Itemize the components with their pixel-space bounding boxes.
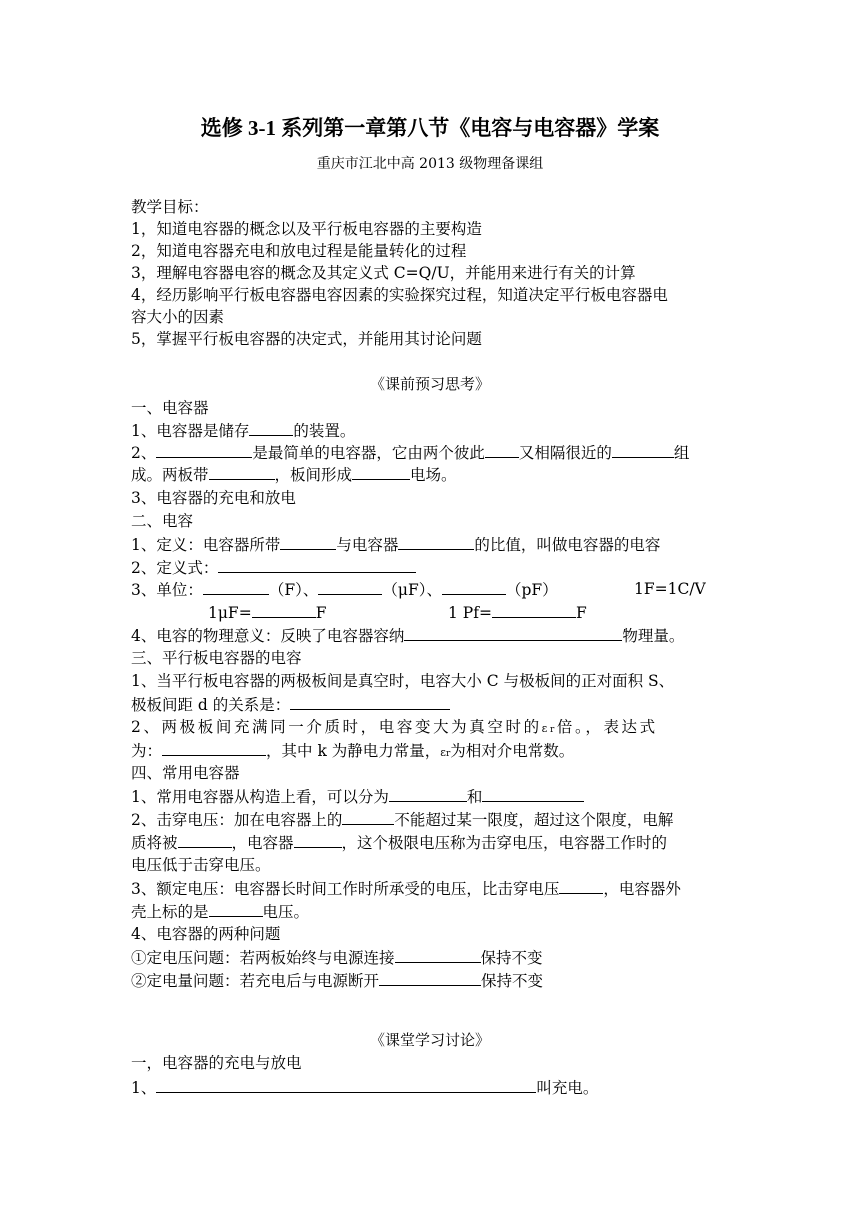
question-text: 1、电容器是储存 [131, 422, 250, 440]
answer-blank[interactable] [249, 419, 293, 436]
question-line [131, 624, 684, 646]
question-line: 1、当平行板电容器的两极板间是真空时，电容大小 C 与极板间的正对面积 S、 [131, 672, 675, 690]
question-line [131, 877, 681, 899]
question-line: 4、电容器的两种问题 [131, 925, 281, 943]
question-text: 电场。 [410, 466, 457, 484]
question-text: 4、电容的物理意义：反映了电容器容纳 [131, 627, 405, 645]
question-text: 极板间距 d 的关系是： [131, 696, 291, 714]
question-text: ，电容器外 [603, 880, 681, 898]
question-line [131, 831, 667, 853]
question-line [131, 969, 543, 991]
answer-blank[interactable] [252, 601, 316, 618]
goal-item: 2，知道电容器充电和放电过程是能量转化的过程 [131, 242, 467, 260]
question-text: ，这个极限电压称为击穿电压，电容器工作时的 [341, 834, 668, 852]
question-line [131, 785, 584, 807]
question-text: 1、定义：电容器所带 [131, 536, 281, 554]
question-text: F [575, 604, 587, 622]
document-subtitle: 重庆市江北中高 2013 级物理备课组 [316, 156, 544, 172]
answer-blank[interactable] [162, 739, 266, 756]
question-line [131, 1076, 598, 1098]
question-text: （pF） [505, 581, 558, 599]
question-text: 1μF= [208, 604, 252, 622]
question-line [131, 533, 660, 555]
question-text: （F）、 [268, 581, 319, 599]
answer-blank[interactable] [156, 441, 252, 458]
question-text: 为相对介电常数。 [450, 742, 575, 760]
unit-definition: 1F=1C/V [634, 580, 706, 598]
question-text: 质将被 [131, 834, 178, 852]
answer-blank[interactable] [559, 877, 603, 894]
answer-blank[interactable] [178, 831, 232, 848]
question-text: 1 Pf= [448, 604, 492, 622]
answer-blank[interactable] [218, 556, 416, 573]
question-text: 为： [131, 742, 163, 760]
answer-blank[interactable] [389, 785, 467, 802]
question-line [131, 900, 309, 922]
question-text: 1、常用电容器从构造上看，可以分为 [131, 788, 389, 806]
question-text: 壳上标的是 [131, 903, 209, 921]
goals-heading: 教学目标： [131, 198, 209, 216]
question-text: 又相隔很近的 [518, 444, 612, 462]
question-line [131, 419, 355, 441]
section-title: 二、电容 [131, 512, 194, 530]
question-text: 1、 [131, 1079, 157, 1097]
answer-blank[interactable] [442, 578, 506, 595]
question-text: 是最简单的电容器，它由两个彼此 [252, 444, 485, 462]
section-title: 四、常用电容器 [131, 764, 240, 782]
question-text: 2、定义式： [131, 559, 219, 577]
question-text: 保持不变 [481, 972, 544, 990]
answer-blank[interactable] [612, 441, 674, 458]
question-text: 和 [466, 788, 483, 806]
question-text: 倍。，表达式 [556, 718, 658, 736]
section-title: 一，电容器的充电与放电 [131, 1054, 302, 1072]
question-text: 组 [673, 444, 690, 462]
answer-blank[interactable] [492, 601, 576, 618]
question-text: 成。两板带 [131, 466, 209, 484]
question-text: 3、额定电压：电容器长时间工作时所承受的电压，比击穿电压 [131, 880, 560, 898]
question-line: 3、电容器的充电和放电 [131, 489, 296, 507]
goal-item-continued: 容大小的因素 [131, 308, 225, 326]
goal-item: 1，知道电容器的概念以及平行板电容器的主要构造 [131, 220, 482, 238]
section-heading-preview: 《课前预习思考》 [369, 375, 490, 393]
answer-blank[interactable] [379, 969, 481, 986]
answer-blank[interactable] [485, 441, 519, 458]
answer-blank[interactable] [294, 831, 342, 848]
section-title: 三、平行板电容器的电容 [131, 649, 302, 667]
answer-blank[interactable] [209, 900, 263, 917]
question-text: 叫充电。 [536, 1079, 599, 1097]
question-text: 的装置。 [293, 422, 356, 440]
question-text: ，电容器 [231, 834, 294, 852]
question-text: 不能超过某一限度，超过这个限度，电解 [394, 811, 674, 829]
answer-blank[interactable] [318, 578, 382, 595]
goal-item: 5，掌握平行板电容器的决定式，并能用其讨论问题 [131, 330, 482, 348]
question-line [131, 808, 673, 830]
epsilon-symbol: ε [440, 746, 446, 759]
question-line [131, 716, 658, 738]
question-text: 物理量。 [622, 627, 685, 645]
question-line [131, 463, 457, 485]
answer-blank[interactable] [404, 624, 622, 641]
question-text: ①定电压问题：若两板始终与电源连接 [131, 949, 395, 967]
question-line [131, 739, 574, 761]
section-title: 一、电容器 [131, 399, 209, 417]
question-line [131, 693, 450, 715]
question-text: 的比值，叫做电容器的电容 [474, 536, 661, 554]
answer-blank[interactable] [482, 785, 584, 802]
epsilon-symbol: ε [541, 722, 550, 735]
document-title: 选修 3-1 系列第一章第八节《电容与电容器》学案 [200, 116, 660, 140]
question-text: 2、两极板间充满同一介质时，电容变大为真空时的 [131, 718, 542, 736]
question-text: ，其中 k 为静电力常量， [266, 742, 441, 760]
question-line [208, 601, 326, 624]
question-text: 2、击穿电压：加在电容器上的 [131, 811, 343, 829]
subscript-r: r [445, 749, 451, 759]
question-text: 3、单位： [131, 581, 203, 599]
answer-blank[interactable] [398, 533, 474, 550]
question-line [131, 441, 689, 463]
goal-item: 4，经历影响平行板电容器电容因素的实验探究过程，知道决定平行板电容器电 [131, 286, 668, 304]
question-line [448, 601, 587, 624]
question-text: 与电容器 [336, 536, 399, 554]
answer-blank[interactable] [280, 533, 336, 550]
question-text: F [315, 604, 327, 622]
answer-blank[interactable] [290, 693, 450, 710]
section-heading-classroom: 《课堂学习讨论》 [369, 1031, 490, 1049]
question-line [131, 556, 416, 578]
question-line: 电压低于击穿电压。 [131, 856, 271, 874]
answer-blank[interactable] [209, 463, 275, 480]
question-text: 保持不变 [480, 949, 543, 967]
subscript-r: r [549, 725, 557, 735]
question-text: （μF）、 [382, 581, 442, 599]
question-text: 电压。 [262, 903, 310, 921]
question-text: ②定电量问题：若充电后与电源断开 [131, 972, 380, 990]
question-line [131, 946, 543, 968]
answer-blank[interactable] [156, 1076, 536, 1093]
goal-item: 3，理解电容器电容的概念及其定义式 C=Q/U，并能用来进行有关的计算 [131, 264, 636, 282]
answer-blank[interactable] [342, 808, 394, 825]
answer-blank[interactable] [352, 463, 410, 480]
question-text: 2、 [131, 444, 157, 462]
answer-blank[interactable] [395, 946, 481, 963]
question-text: ，板间形成 [274, 466, 353, 484]
answer-blank[interactable] [203, 578, 269, 595]
